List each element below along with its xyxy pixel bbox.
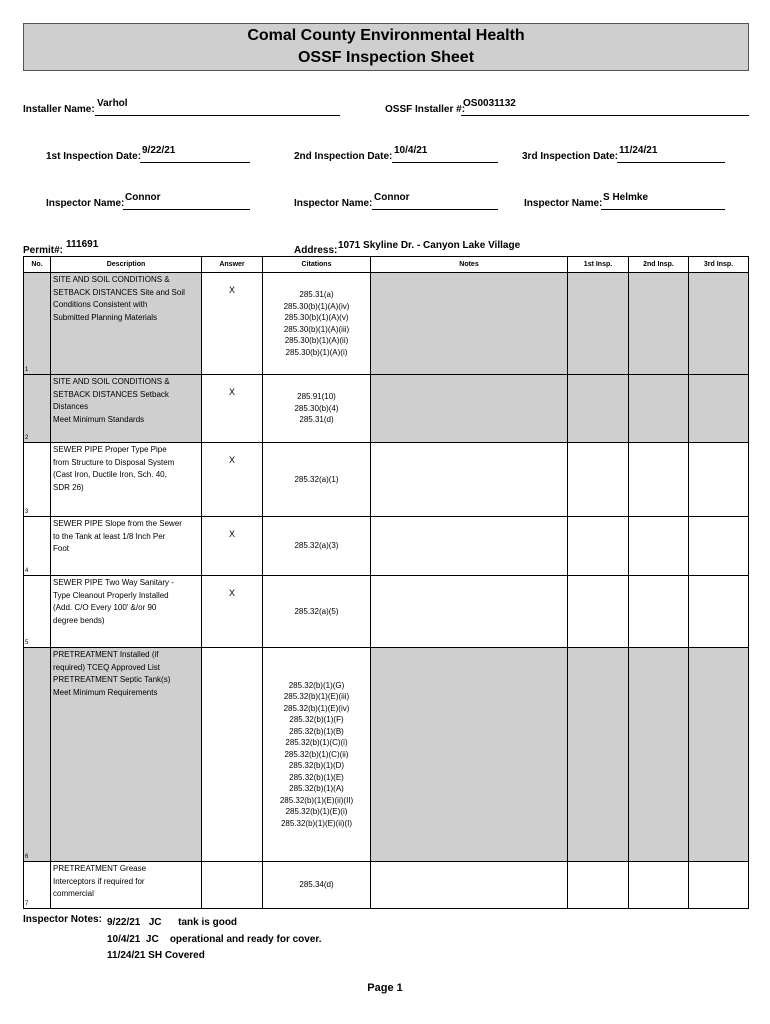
notes-cell (371, 648, 568, 862)
description-line: SEWER PIPE Slope from the Sewer (53, 519, 182, 528)
answer-mark: X (228, 529, 235, 539)
description-line: SITE AND SOIL CONDITIONS & (53, 275, 170, 284)
table-row (24, 273, 749, 375)
header-title: Comal County Environmental Health (247, 27, 525, 44)
answer-mark: X (228, 285, 235, 295)
inspector-2-field (372, 194, 498, 210)
description-cell (51, 273, 202, 375)
description-line: SEWER PIPE Two Way Sanitary - (53, 578, 174, 587)
inspection-table (23, 256, 749, 909)
description-line: SITE AND SOIL CONDITIONS & (53, 377, 170, 386)
table-row (24, 862, 749, 909)
inspection-3-date-value: 11/24/21 (619, 145, 658, 156)
answer-cell (202, 862, 263, 909)
citation: 285.30(b)(1)(A)(ii) (284, 336, 349, 345)
insp-2-cell (629, 443, 689, 517)
citations-cell (263, 517, 371, 576)
row-number-cell (24, 375, 51, 443)
table-row (24, 443, 749, 517)
description-line: SDR 26) (53, 482, 84, 492)
inspector-note-2: 10/4/21 JC operational and ready for cover. (107, 934, 322, 945)
description-line: Type Cleanout Properly Installed (53, 590, 169, 600)
insp-3-cell (689, 648, 749, 862)
answer-cell (202, 517, 263, 576)
insp-3-cell (689, 375, 749, 443)
citation: 285.30(b)(1)(A)(i) (285, 347, 348, 357)
installer-name-label: Installer Name: (23, 104, 95, 115)
row-number-cell (24, 648, 51, 862)
inspection-2-date-value: 10/4/21 (394, 145, 428, 156)
insp-1-cell (568, 273, 629, 375)
permit-value: 111691 (66, 239, 99, 250)
installer-name-field (95, 100, 340, 116)
citation: 285.32(b)(1)(A) (289, 784, 344, 794)
description-line: PRETREATMENT Septic Tank(s) (53, 675, 171, 684)
col-header-no: No. (24, 257, 51, 273)
notes-cell (371, 576, 568, 648)
description-cell (51, 517, 202, 576)
insp-3-cell (689, 517, 749, 576)
citation: 285.34(d) (299, 880, 334, 890)
citation: 285.31(a) (299, 290, 334, 299)
citation: 285.32(b)(1)(D) (288, 761, 345, 771)
row-number: 2 (25, 435, 29, 441)
inspection-1-date-field (140, 147, 250, 163)
citation: 285.91(10) (297, 392, 336, 402)
row-number: 1 (25, 367, 29, 373)
col-header-3rd-insp: 3rd Insp. (689, 257, 749, 273)
description-line: (Cast Iron, Ductile Iron, Sch. 40, (53, 470, 167, 479)
row-number: 4 (25, 568, 29, 574)
address-value: 1071 Skyline Dr. - Canyon Lake Village (338, 240, 521, 251)
notes-cell (371, 375, 568, 443)
row-number-cell (24, 576, 51, 648)
description-line: Conditions Consistent with (53, 300, 148, 309)
description-line: degree bends) (53, 615, 105, 625)
citation: 285.32(b)(1)(E)(iv) (283, 703, 350, 713)
description-line: SETBACK DISTANCES Setback (53, 389, 169, 399)
inspector-note-1: 9/22/21 JC tank is good (107, 917, 238, 928)
description-line: from Structure to Disposal System (53, 457, 175, 467)
answer-cell (202, 443, 263, 517)
insp-3-cell (689, 443, 749, 517)
description-line: PRETREATMENT Installed (if (53, 650, 159, 659)
page-number: Page 1 (367, 982, 403, 994)
row-number: 6 (25, 854, 29, 860)
insp-1-cell (568, 576, 629, 648)
insp-1-cell (568, 517, 629, 576)
insp-1-cell (568, 443, 629, 517)
inspector-1-field (123, 194, 250, 210)
installer-number-value: OS0031132 (463, 98, 516, 109)
insp-1-cell (568, 648, 629, 862)
citations-cell (263, 443, 371, 517)
row-number: 5 (25, 640, 29, 646)
inspector-note-3: 11/24/21 SH Covered (107, 950, 205, 961)
description-cell (51, 443, 202, 517)
description-cell (51, 862, 202, 909)
citation: 285.32(b)(1)(G) (288, 680, 345, 690)
description-line: Interceptors if required for (53, 876, 145, 886)
citation: 285.32(b)(1)(F) (289, 715, 344, 725)
inspector-2-label: Inspector Name: (294, 198, 373, 209)
citation: 285.32(a)(1) (294, 474, 339, 484)
col-header-description: Description (51, 257, 202, 273)
notes-cell (371, 443, 568, 517)
inspector-3-label: Inspector Name: (524, 198, 603, 209)
row-number-cell (24, 517, 51, 576)
citation: 285.32(b)(1)(E)(i) (285, 807, 348, 817)
table-body (24, 273, 749, 909)
col-header-citations: Citations (263, 257, 371, 273)
inspector-notes-label: Inspector Notes: (23, 914, 102, 925)
insp-3-cell (689, 273, 749, 375)
permit-label: Permit#: (23, 245, 64, 256)
description-line: SEWER PIPE Proper Type Pipe (53, 445, 167, 454)
description-cell (51, 576, 202, 648)
insp-2-cell (629, 375, 689, 443)
notes-cell (371, 862, 568, 909)
col-header-1st-insp: 1st Insp. (568, 257, 629, 273)
description-line: PRETREATMENT Grease (53, 864, 147, 873)
header-subtitle: OSSF Inspection Sheet (297, 49, 475, 66)
description-line: commercial (53, 889, 94, 898)
answer-cell (202, 576, 263, 648)
table-row (24, 517, 749, 576)
citation: 285.32(a)(3) (294, 541, 339, 551)
row-number: 7 (25, 901, 29, 907)
row-number-cell (24, 443, 51, 517)
citation: 285.31(d) (299, 415, 334, 425)
answer-mark: X (228, 588, 235, 598)
inspector-3-value: S Helmke (603, 192, 649, 203)
description-line: required) TCEQ Approved List (53, 662, 161, 672)
notes-cell (371, 517, 568, 576)
description-line: Submitted Planning Materials (53, 312, 158, 322)
citations-cell (263, 862, 371, 909)
citation: 285.30(b)(1)(A)(iv) (283, 301, 350, 311)
citation: 285.32(b)(1)(C)(ii) (284, 749, 349, 759)
inspection-2-date-label: 2nd Inspection Date: (294, 151, 393, 162)
inspector-1-value: Connor (125, 192, 161, 203)
row-number-cell (24, 273, 51, 375)
inspector-3-field (601, 194, 725, 210)
col-header-answer: Answer (202, 257, 263, 273)
citation: 285.32(b)(1)(E)(ii)(I) (280, 818, 353, 828)
description-line: SETBACK DISTANCES Site and Soil (53, 287, 185, 297)
inspector-1-label: Inspector Name: (46, 198, 125, 209)
inspector-2-value: Connor (374, 192, 410, 203)
description-line: Foot (53, 544, 70, 553)
answer-cell (202, 648, 263, 862)
description-line: Distances (53, 402, 89, 411)
inspection-2-date-field (392, 147, 498, 163)
citation: 285.32(b)(1)(E)(iii) (283, 692, 350, 702)
citation: 285.32(b)(1)(E)(ii)(II) (279, 795, 354, 805)
description-cell (51, 375, 202, 443)
citations-cell (263, 576, 371, 648)
insp-2-cell (629, 273, 689, 375)
insp-3-cell (689, 576, 749, 648)
insp-2-cell (629, 648, 689, 862)
description-cell (51, 648, 202, 862)
inspection-3-date-field (617, 147, 725, 163)
citation: 285.32(b)(1)(E) (289, 772, 344, 782)
insp-2-cell (629, 576, 689, 648)
address-label: Address: (294, 245, 338, 256)
row-number-cell (24, 862, 51, 909)
answer-mark: X (228, 455, 235, 465)
insp-3-cell (689, 862, 749, 909)
installer-name-value: Varhol (97, 98, 128, 109)
row-number: 3 (25, 509, 29, 515)
citations-cell (263, 648, 371, 862)
citation: 285.30(b)(1)(A)(iii) (283, 324, 350, 334)
table-header-row (24, 257, 749, 273)
citation: 285.30(b)(4) (294, 403, 339, 413)
installer-number-field (461, 100, 749, 116)
citation: 285.32(b)(1)(B) (289, 726, 344, 736)
citation: 285.30(b)(1)(A)(v) (284, 313, 349, 322)
insp-1-cell (568, 375, 629, 443)
insp-2-cell (629, 517, 689, 576)
inspection-1-date-value: 9/22/21 (142, 145, 176, 156)
installer-number-label: OSSF Installer #: (385, 104, 466, 115)
table-row (24, 648, 749, 862)
citations-cell (263, 273, 371, 375)
notes-cell (371, 273, 568, 375)
table-row (24, 576, 749, 648)
description-line: Meet Minimum Requirements (53, 687, 158, 697)
inspection-1-date-label: 1st Inspection Date: (46, 151, 142, 162)
answer-cell (202, 273, 263, 375)
description-line: Meet Minimum Standards (53, 414, 145, 424)
answer-mark: X (228, 387, 235, 397)
citations-cell (263, 375, 371, 443)
col-header-2nd-insp: 2nd Insp. (629, 257, 689, 273)
inspection-3-date-label: 3rd Inspection Date: (522, 151, 619, 162)
description-line: (Add. C/O Every 100' &/or 90 (53, 603, 157, 612)
citation: 285.32(a)(5) (294, 606, 339, 616)
insp-2-cell (629, 862, 689, 909)
answer-cell (202, 375, 263, 443)
citation: 285.32(b)(1)(C)(i) (285, 738, 348, 748)
table-row (24, 375, 749, 443)
document-header (23, 23, 749, 71)
description-line: to the Tank at least 1/8 Inch Per (53, 531, 166, 541)
col-header-notes: Notes (371, 257, 568, 273)
insp-1-cell (568, 862, 629, 909)
